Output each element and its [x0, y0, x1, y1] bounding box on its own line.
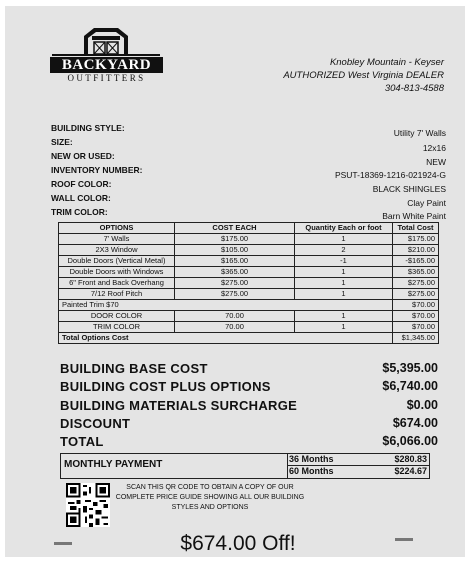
total-options-row — [59, 333, 439, 344]
option-qty: 1 — [295, 267, 393, 278]
total-value: $6,066.00 — [382, 434, 438, 448]
total-options-label: Total Options Cost — [59, 333, 393, 344]
total-options-value: $1,345.00 — [393, 333, 439, 344]
option-name: 6" Front and Back Overhang — [59, 278, 175, 289]
option-total: $175.00 — [393, 234, 439, 245]
color-cost: 70.00 — [175, 322, 295, 333]
table-row — [59, 245, 439, 256]
spec-value-roof: BLACK SHINGLES — [372, 184, 446, 194]
surcharge-label: BUILDING MATERIALS SURCHARGE — [60, 398, 298, 413]
total-label: TOTAL — [60, 434, 104, 449]
spec-label-wall: WALL COLOR: — [51, 193, 111, 203]
spec-label-style: BUILDING STYLE: — [51, 123, 125, 133]
spec-value-new: NEW — [426, 157, 446, 167]
discount-value: $674.00 — [392, 416, 438, 430]
table-row — [59, 256, 439, 267]
plan-term: 36 Months — [289, 454, 334, 464]
dealer-name: Knobley Mountain - Keyser — [329, 57, 444, 68]
surcharge-value: $0.00 — [406, 398, 438, 412]
painted-trim-label: Painted Trim $70 — [59, 300, 393, 311]
monthly-payment-label: MONTHLY PAYMENT — [64, 459, 163, 470]
option-cost: $105.00 — [175, 245, 295, 256]
option-total: -$165.00 — [393, 256, 439, 267]
color-qty: 1 — [295, 311, 393, 322]
option-name: 2X3 Window — [59, 245, 175, 256]
option-cost: $175.00 — [175, 234, 295, 245]
option-cost: $165.00 — [175, 256, 295, 267]
table-row — [59, 322, 439, 333]
table-row — [59, 267, 439, 278]
monthly-payment-box — [60, 453, 430, 479]
option-qty: 1 — [295, 278, 393, 289]
color-qty: 1 — [295, 322, 393, 333]
table-header-row — [59, 223, 439, 234]
col-header-quantity: Quantity Each or foot — [295, 223, 393, 234]
option-cost: $275.00 — [175, 278, 295, 289]
table-row — [59, 234, 439, 245]
spec-value-wall: Clay Paint — [407, 198, 446, 208]
table-row — [59, 289, 439, 300]
discount-callout: $674.00 Off! — [180, 532, 296, 555]
color-name: TRIM COLOR — [59, 322, 175, 333]
spec-label-size: SIZE: — [51, 137, 73, 147]
color-total: $70.00 — [393, 311, 439, 322]
option-total: $275.00 — [393, 289, 439, 300]
spec-label-trim: TRIM COLOR: — [51, 207, 108, 217]
option-qty: 1 — [295, 289, 393, 300]
base-cost-value: $5,395.00 — [382, 361, 438, 375]
option-name: Double Doors with Windows — [59, 267, 175, 278]
logo-subtitle: OUTFITTERS — [67, 73, 146, 83]
col-header-total-cost: Total Cost — [393, 223, 439, 234]
option-total: $210.00 — [393, 245, 439, 256]
logo-wordmark: BACKYARD — [50, 57, 163, 73]
option-total: $365.00 — [393, 267, 439, 278]
option-cost: $275.00 — [175, 289, 295, 300]
col-header-options: OPTIONS — [59, 223, 175, 234]
option-qty: 1 — [295, 234, 393, 245]
spec-label-roof: ROOF COLOR: — [51, 179, 112, 189]
spec-value-trim: Barn White Paint — [382, 211, 446, 221]
option-name: 7' Walls — [59, 234, 175, 245]
painted-trim-row — [59, 300, 439, 311]
spec-value-inventory: PSUT-18369-1216-021924-G — [334, 170, 446, 180]
option-total: $275.00 — [393, 278, 439, 289]
option-qty: 2 — [295, 245, 393, 256]
plan-amount: $280.83 — [394, 454, 427, 464]
color-total: $70.00 — [393, 322, 439, 333]
table-row — [59, 311, 439, 322]
plan-amount: $224.67 — [394, 466, 427, 476]
spec-value-style: Utility 7' Walls — [393, 128, 446, 138]
plan-term: 60 Months — [289, 466, 334, 476]
options-table — [58, 222, 439, 344]
qr-code-icon[interactable] — [66, 483, 110, 527]
option-cost: $365.00 — [175, 267, 295, 278]
qr-instructions: SCAN THIS QR CODE TO OBTAIN A COPY OF OUR COMPLETE PRICE GUIDE SHOWING ALL OUR BUILDING STYLES AND OPTIONS — [115, 484, 305, 511]
dealer-status: AUTHORIZED West Virginia DEALER — [283, 70, 444, 81]
option-name: Double Doors (Vertical Metal) — [59, 256, 175, 267]
col-header-cost-each: COST EACH — [175, 223, 295, 234]
base-cost-label: BUILDING BASE COST — [60, 361, 208, 376]
option-name: 7/12 Roof Pitch — [59, 289, 175, 300]
spec-label-inventory: INVENTORY NUMBER: — [51, 165, 143, 175]
discount-label: DISCOUNT — [60, 416, 131, 431]
dealer-phone: 304-813-4588 — [384, 83, 444, 94]
cost-plus-options-value: $6,740.00 — [382, 379, 438, 393]
spec-label-new: NEW OR USED: — [51, 151, 115, 161]
spec-value-size: 12x16 — [422, 143, 446, 153]
table-row — [59, 278, 439, 289]
color-name: DOOR COLOR — [59, 311, 175, 322]
cost-plus-options-label: BUILDING COST PLUS OPTIONS — [60, 379, 271, 394]
option-qty: -1 — [295, 256, 393, 267]
color-cost: 70.00 — [175, 311, 295, 322]
painted-trim-total: $70.00 — [393, 300, 439, 311]
